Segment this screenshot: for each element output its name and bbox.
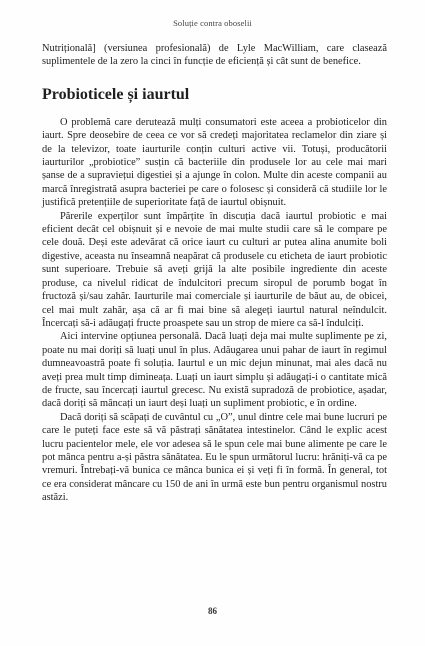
body-paragraph-4: Dacă doriți să scăpați de cuvântul cu „O”, unul dintre cele mai bune lucruri pe care le puteți face este să vă păstrați sănătatea intestinelor. Când le explic acest lucru pacientelor mele, ele vor adesea să le spun cele mai bune alimente pe care le pot mânca pentru a-și păstra sănătatea. Eu le spun următorul lucru: hrăniți-vă ca pe vremuri. Întrebați-vă bunica ce mânca bunica ei și veți fi în formă. În general, tot ce era considerat mâncare cu 150 de ani în urmă este bun pentru organismul nostru astăzi.	[42, 411, 387, 504]
intro-paragraph: Nutrițională] (versiunea profesională) de Lyle MacWilliam, care clasează suplimentele de la zero la cinci în funcție de eficiență și cât sunt de benefice.	[42, 43, 387, 68]
section-heading: Probioticele și iaurtul	[42, 85, 190, 103]
body-paragraph-2: Părerile experților sunt împărțite în discuția dacă iaurtul probiotic e mai eficient decât cel obișnuit și e nevoie de mai multe studii care să le compare pe cele două. Deși este adevărat că orice iaurt cu culturi ar putea alina anumite boli digestive, aceasta nu înseamnă neapărat că produsele cu eticheta de iaurt probiotic sunt superioare. Trebuie să aveți grijă la alte posibile ingrediente din aceste produse, ca nivelul ridicat de îndulcitori precum siropul de porumb bogat în fructoză și/sau zahăr. Iaurturile mai comerciale și iaurturile de băut au, de obicei, cel mai mult zahăr, așa că ar fi mai bine să alegeți iaurtul natural neîndulcit. Încercați să-i adăugați fructe proaspete sau un strop de miere ca să-l îndulciți.	[42, 210, 387, 329]
body-paragraph-3: Aici intervine opțiunea personală. Dacă luați deja mai multe suplimente pe zi, poate nu mai doriți să luați unul în plus. Adăugarea unui pahar de iaurt în regimul dumneavoastră poate fi soluția. Iaurtul e un mic dejun minunat, mai ales dacă nu aveți prea mult timp dimineața. Luați un iaurt simplu și adăugați-i o cantitate mică de fructe, sau încercați iaurtul grecesc. Nu există supradoză de probiotice, așadar, dacă doriți să mâncați un iaurt deși luați un supliment probiotic, e în ordine.	[42, 331, 387, 410]
page-body	[42, 42, 387, 505]
body-paragraph-1: O problemă care derutează mulți consumatori este aceea a probioticelor din iaurt. Spre deosebire de ceea ce vor să credeți majoritatea reclamelor din ziare și de la televizor, toate iaurturile conțin culturi active vii. Totuși, producătorii iaurturilor „probiotice” susțin că bacteriile din produsele lor au cele mai mari șanse de a supraviețui digestiei și a ajunge în colon. Multe din aceste companii au marcă înregistrată asupra bacteriei pe care o folosesc și consideră că studiile lor le justifică pretențiile de superioritate față de iaurtul obișnuit.	[42, 116, 387, 209]
page-number: 86	[208, 606, 217, 616]
running-header: Soluție contra oboselii	[173, 18, 252, 28]
